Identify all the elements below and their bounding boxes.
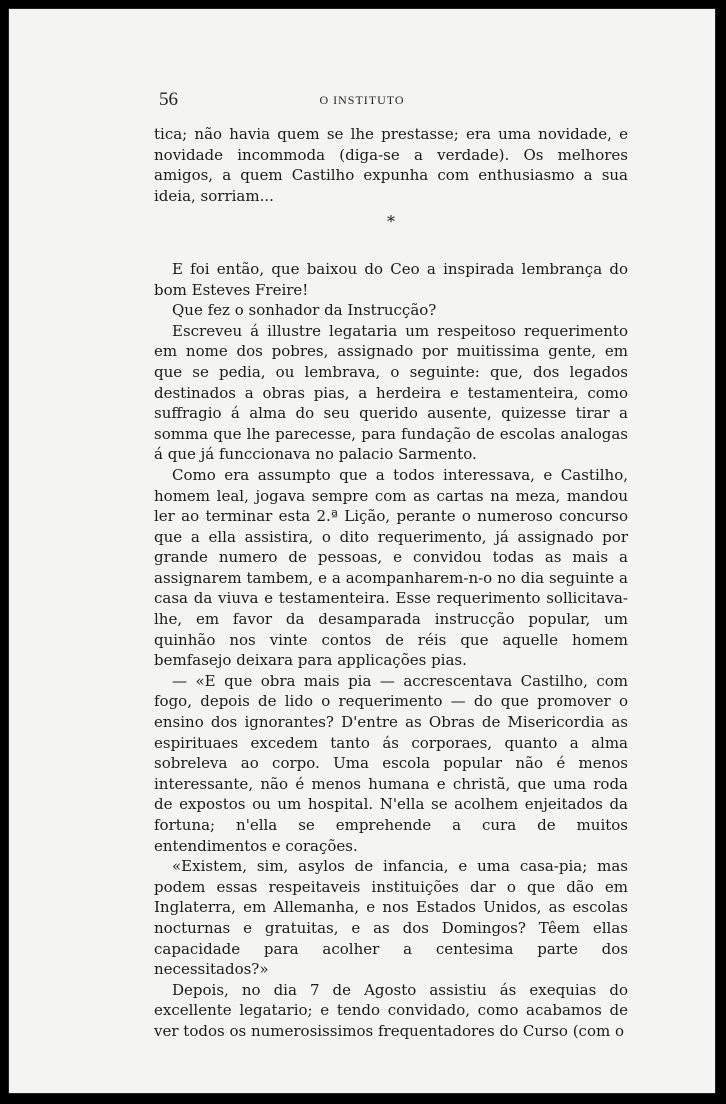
paragraph: Como era assumpto que a todos interessava, e Castilho, homem leal, jogava sempre com as cartas na meza, mandou ler ao terminar esta 2.ª Lição, perante o numeroso concurso que a ella assistira, o dito requerimento, já assignado por grande numero de pessoas, e convidou todas as mais a assignarem tambem, e a acompanharem-n-o no dia seguinte a casa da viuva e testamenteira. Esse requerimento sollicitava-lhe, em favor da desamparada instrucção popular, um quinhão nos vinte contos de réis que aquelle homem bemfasejo deixara para applicações pias. [154,465,628,670]
running-head: O INSTITUTO [319,93,405,107]
paragraph: Que fez o sonhador da Instrucção? [172,301,437,320]
paragraph: «Existem, sim, asylos de infancia, e uma casa-pia; mas podem essas respeitaveis instituições dar o que dão em Inglaterra, em Allemanha, e nos Estados Unidos, as escolas nocturnas e gratuitas, e as dos Domingos? Têem ellas capacidade para acolher a centesima parte dos necessitados?» [154,857,628,979]
page-number: 56 [159,89,178,110]
page-header [9,89,715,111]
paragraph: E foi então, que baixou do Ceo a inspirada lembrança do bom Esteves Freire! [154,259,628,299]
paragraph: tica; não havia quem se lhe prestasse; era uma novidade, e novidade incommoda (diga-se a verdade). Os melhores amigos, a quem Castilho expunha com enthusiasmo a sua ideia, sorriam... [154,125,628,205]
section-separator: * [387,212,395,232]
paragraph: — «E que obra mais pia — accrescentava Castilho, com fogo, depois de lido o requerimento — do que promover o ensino dos ignorantes? D'entre as Obras de Misericordia as espirituaes excedem tanto ás corporaes, quanto a alma sobreleva ao corpo. Uma escola popular não é menos interessante, não é menos humana e christã, que uma roda de expostos ou um hospital. N'ella se acolhem enjeitados da fortuna; n'ella se emprehende a cura de muitos entendimentos e corações. [154,671,628,855]
paragraph: Depois, no dia 7 de Agosto assistiu ás exequias do excellente legatario; e tendo convidado, como acabamos de ver todos os numerosissimos frequentadores do Curso (com o [154,980,628,1040]
body-text [154,124,628,1042]
paragraph: Escreveu á illustre legataria um respeitoso requerimento em nome dos pobres, assignado por muitissima gente, em que se pedia, ou lembrava, o seguinte: que, dos legados destinados a obras pias, a herdeira e testamenteira, como suffragio á alma do seu querido ausente, quizesse tirar a somma que lhe parecesse, para fundação de escolas analogas á que já funccionava no palacio Sarmento. [154,321,628,464]
